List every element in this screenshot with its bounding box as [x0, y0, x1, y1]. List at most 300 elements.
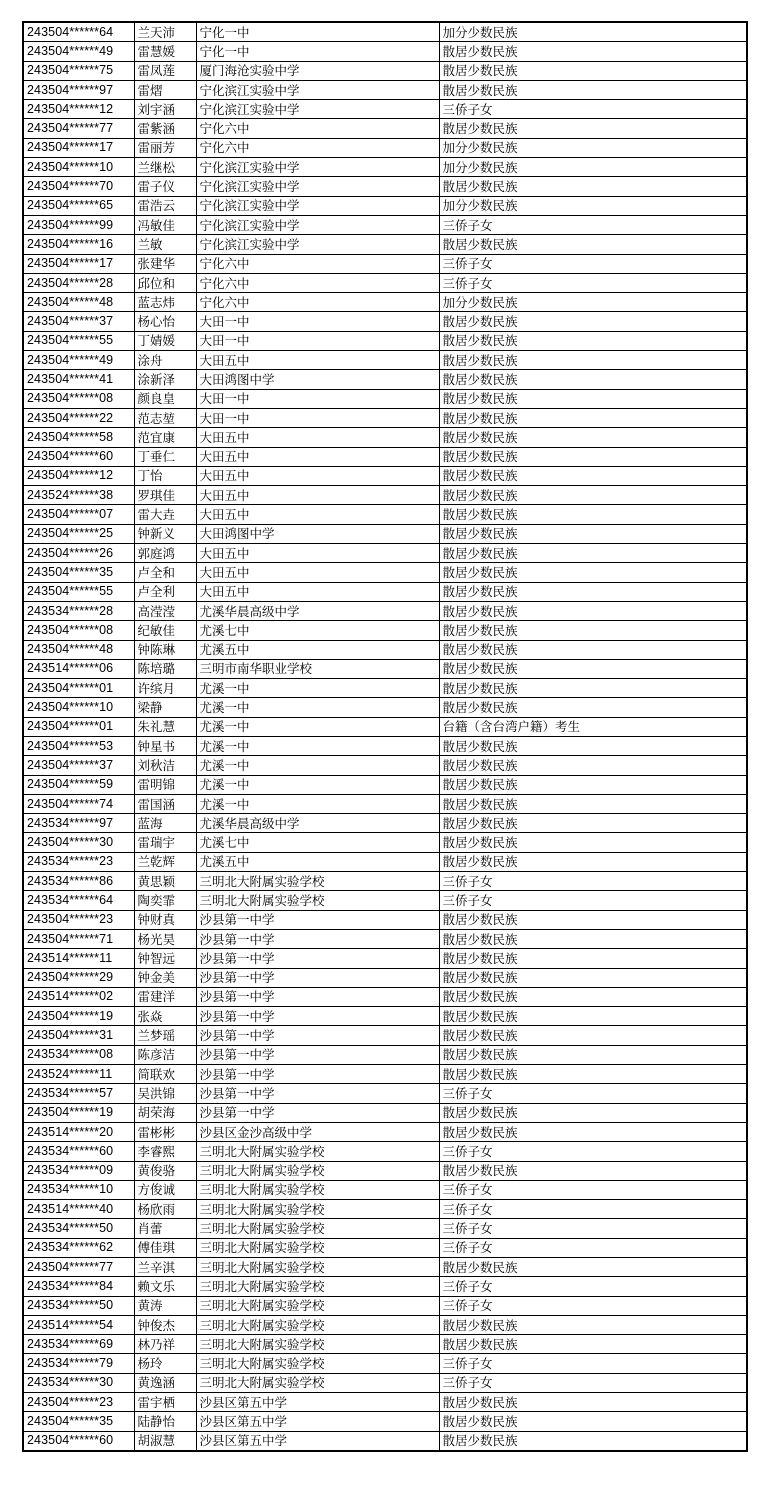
category-cell: 三侨子女	[439, 215, 747, 234]
candidate-id-cell: 243504******12	[23, 466, 134, 485]
table-row	[23, 1335, 747, 1354]
student-name-cell: 钟新义	[134, 524, 196, 543]
category-cell: 散居少数民族	[439, 1431, 747, 1451]
candidate-id-cell: 243514******40	[23, 1200, 134, 1219]
category-cell: 三侨子女	[439, 1277, 747, 1296]
school-cell: 三明市南华职业学校	[196, 659, 439, 678]
student-name-cell: 雷丽芳	[134, 138, 196, 157]
category-cell: 三侨子女	[439, 891, 747, 910]
category-cell: 散居少数民族	[439, 833, 747, 852]
student-name-cell: 胡淑慧	[134, 1431, 196, 1451]
table-row	[23, 505, 747, 524]
candidate-id-cell: 243534******84	[23, 1277, 134, 1296]
category-cell: 三侨子女	[439, 1354, 747, 1373]
table-row	[23, 486, 747, 505]
candidate-id-cell: 243504******65	[23, 196, 134, 215]
student-name-cell: 吴洪锦	[134, 1084, 196, 1103]
table-row	[23, 1161, 747, 1180]
student-name-cell: 钟金美	[134, 968, 196, 987]
student-name-cell: 李睿熙	[134, 1142, 196, 1161]
candidate-id-cell: 243504******23	[23, 910, 134, 929]
table-row	[23, 968, 747, 987]
student-name-cell: 雷熠	[134, 80, 196, 99]
school-cell: 大田五中	[196, 447, 439, 466]
candidate-id-cell: 243534******62	[23, 1238, 134, 1257]
student-name-cell: 梁静	[134, 698, 196, 717]
candidate-id-cell: 243534******23	[23, 852, 134, 871]
school-cell: 沙县第一中学	[196, 929, 439, 948]
table-row	[23, 814, 747, 833]
student-name-cell: 钟财真	[134, 910, 196, 929]
table-row	[23, 1277, 747, 1296]
category-cell: 散居少数民族	[439, 563, 747, 582]
student-name-cell: 雷紫涵	[134, 119, 196, 138]
category-cell: 散居少数民族	[439, 1122, 747, 1141]
school-cell: 尤溪七中	[196, 621, 439, 640]
candidate-id-cell: 243504******48	[23, 640, 134, 659]
category-cell: 三侨子女	[439, 1296, 747, 1315]
student-name-cell: 雷瑞宇	[134, 833, 196, 852]
student-name-cell: 杨欣雨	[134, 1200, 196, 1219]
table-row	[23, 601, 747, 620]
school-cell: 沙县区金沙高级中学	[196, 1122, 439, 1141]
school-cell: 大田五中	[196, 563, 439, 582]
school-cell: 尤溪七中	[196, 833, 439, 852]
school-cell: 三明北大附属实验学校	[196, 1258, 439, 1277]
category-cell: 三侨子女	[439, 872, 747, 891]
school-cell: 宁化六中	[196, 293, 439, 312]
table-row	[23, 273, 747, 292]
school-cell: 沙县第一中学	[196, 1007, 439, 1026]
category-cell: 三侨子女	[439, 1238, 747, 1257]
student-name-cell: 肖蕾	[134, 1219, 196, 1238]
student-name-cell: 范宜康	[134, 428, 196, 447]
school-cell: 三明北大附属实验学校	[196, 1315, 439, 1334]
category-cell: 散居少数民族	[439, 987, 747, 1006]
school-cell: 大田鸿图中学	[196, 524, 439, 543]
table-row	[23, 351, 747, 370]
school-cell: 尤溪一中	[196, 679, 439, 698]
category-cell: 散居少数民族	[439, 42, 747, 61]
school-cell: 三明北大附属实验学校	[196, 872, 439, 891]
candidate-id-cell: 243504******55	[23, 331, 134, 350]
candidate-id-cell: 243504******25	[23, 524, 134, 543]
student-name-cell: 卢全利	[134, 582, 196, 601]
school-cell: 沙县第一中学	[196, 968, 439, 987]
table-row	[23, 794, 747, 813]
category-cell: 散居少数民族	[439, 910, 747, 929]
school-cell: 宁化一中	[196, 42, 439, 61]
candidate-id-cell: 243504******01	[23, 679, 134, 698]
school-cell: 尤溪五中	[196, 852, 439, 871]
table-row	[23, 544, 747, 563]
candidate-id-cell: 243504******77	[23, 119, 134, 138]
table-row	[23, 833, 747, 852]
school-cell: 宁化滨江实验中学	[196, 196, 439, 215]
school-cell: 大田鸿图中学	[196, 370, 439, 389]
student-name-cell: 黄涛	[134, 1296, 196, 1315]
category-cell: 台籍（含台湾户籍）考生	[439, 717, 747, 736]
table-row	[23, 1007, 747, 1026]
school-cell: 宁化滨江实验中学	[196, 100, 439, 119]
table-row	[23, 466, 747, 485]
school-cell: 大田一中	[196, 389, 439, 408]
candidate-id-cell: 243504******58	[23, 428, 134, 447]
candidate-id-cell: 243534******50	[23, 1296, 134, 1315]
category-cell: 散居少数民族	[439, 389, 747, 408]
school-cell: 尤溪一中	[196, 775, 439, 794]
category-cell: 散居少数民族	[439, 679, 747, 698]
candidate-id-cell: 243504******75	[23, 61, 134, 80]
school-cell: 沙县区第五中学	[196, 1431, 439, 1451]
school-cell: 沙县区第五中学	[196, 1412, 439, 1431]
school-cell: 大田五中	[196, 544, 439, 563]
student-name-cell: 兰辛淇	[134, 1258, 196, 1277]
student-name-cell: 黄逸涵	[134, 1373, 196, 1392]
table-row	[23, 312, 747, 331]
school-cell: 三明北大附属实验学校	[196, 1277, 439, 1296]
candidate-id-cell: 243504******12	[23, 100, 134, 119]
candidate-id-cell: 243514******20	[23, 1122, 134, 1141]
candidate-id-cell: 243504******22	[23, 408, 134, 427]
table-row	[23, 1084, 747, 1103]
table-row	[23, 736, 747, 755]
category-cell: 散居少数民族	[439, 659, 747, 678]
candidate-id-cell: 243534******57	[23, 1084, 134, 1103]
category-cell: 散居少数民族	[439, 80, 747, 99]
candidate-id-cell: 243504******48	[23, 293, 134, 312]
student-name-cell: 胡荣海	[134, 1103, 196, 1122]
category-cell: 三侨子女	[439, 1373, 747, 1392]
category-cell: 散居少数民族	[439, 756, 747, 775]
student-name-cell: 雷慧媛	[134, 42, 196, 61]
candidate-id-cell: 243504******17	[23, 138, 134, 157]
school-cell: 三明北大附属实验学校	[196, 1335, 439, 1354]
school-cell: 三明北大附属实验学校	[196, 1238, 439, 1257]
student-name-cell: 颜良皇	[134, 389, 196, 408]
student-name-cell: 陈彦洁	[134, 1045, 196, 1064]
table-row	[23, 1238, 747, 1257]
candidate-id-cell: 243534******08	[23, 1045, 134, 1064]
category-cell: 散居少数民族	[439, 486, 747, 505]
category-cell: 三侨子女	[439, 1180, 747, 1199]
category-cell: 散居少数民族	[439, 447, 747, 466]
category-cell: 三侨子女	[439, 1142, 747, 1161]
school-cell: 宁化六中	[196, 119, 439, 138]
student-name-cell: 高滢滢	[134, 601, 196, 620]
candidate-id-cell: 243504******10	[23, 158, 134, 177]
student-name-cell: 黄俊骆	[134, 1161, 196, 1180]
table-row	[23, 1103, 747, 1122]
category-cell: 散居少数民族	[439, 1007, 747, 1026]
school-cell: 尤溪华晨高级中学	[196, 814, 439, 833]
category-cell: 散居少数民族	[439, 1161, 747, 1180]
category-cell: 散居少数民族	[439, 949, 747, 968]
student-name-cell: 雷子仪	[134, 177, 196, 196]
category-cell: 散居少数民族	[439, 1335, 747, 1354]
candidate-id-cell: 243524******38	[23, 486, 134, 505]
table-row	[23, 42, 747, 61]
table-row	[23, 254, 747, 273]
candidate-id-cell: 243534******50	[23, 1219, 134, 1238]
category-cell: 散居少数民族	[439, 640, 747, 659]
student-name-cell: 丁垂仁	[134, 447, 196, 466]
table-row	[23, 1431, 747, 1451]
student-name-cell: 罗琪佳	[134, 486, 196, 505]
candidate-id-cell: 243504******77	[23, 1258, 134, 1277]
candidate-id-cell: 243504******19	[23, 1007, 134, 1026]
table-row	[23, 1200, 747, 1219]
school-cell: 沙县第一中学	[196, 949, 439, 968]
student-name-cell: 方俊诚	[134, 1180, 196, 1199]
student-name-cell: 范志堃	[134, 408, 196, 427]
school-cell: 宁化滨江实验中学	[196, 158, 439, 177]
category-cell: 散居少数民族	[439, 736, 747, 755]
school-cell: 大田五中	[196, 505, 439, 524]
candidate-id-cell: 243504******23	[23, 1393, 134, 1412]
table-row	[23, 524, 747, 543]
category-cell: 散居少数民族	[439, 698, 747, 717]
table-row	[23, 1393, 747, 1412]
school-cell: 三明北大附属实验学校	[196, 891, 439, 910]
table-row	[23, 872, 747, 891]
table-row	[23, 852, 747, 871]
student-name-cell: 钟星书	[134, 736, 196, 755]
table-row	[23, 428, 747, 447]
category-cell: 散居少数民族	[439, 814, 747, 833]
table-row	[23, 1026, 747, 1045]
candidate-id-cell: 243534******97	[23, 814, 134, 833]
category-cell: 散居少数民族	[439, 408, 747, 427]
student-name-cell: 陶奕霏	[134, 891, 196, 910]
school-cell: 大田五中	[196, 466, 439, 485]
category-cell: 散居少数民族	[439, 235, 747, 254]
student-name-cell: 张建华	[134, 254, 196, 273]
student-name-cell: 兰乾辉	[134, 852, 196, 871]
category-cell: 加分少数民族	[439, 138, 747, 157]
candidate-id-cell: 243534******79	[23, 1354, 134, 1373]
school-cell: 三明北大附属实验学校	[196, 1200, 439, 1219]
candidate-id-cell: 243504******41	[23, 370, 134, 389]
table-row	[23, 370, 747, 389]
candidate-id-cell: 243504******28	[23, 273, 134, 292]
table-row	[23, 61, 747, 80]
student-name-cell: 杨心怡	[134, 312, 196, 331]
school-cell: 尤溪华晨高级中学	[196, 601, 439, 620]
school-cell: 尤溪五中	[196, 640, 439, 659]
school-cell: 厦门海沧实验中学	[196, 61, 439, 80]
candidate-id-cell: 243504******64	[23, 22, 134, 42]
table-row	[23, 640, 747, 659]
candidate-id-cell: 243504******74	[23, 794, 134, 813]
school-cell: 沙县第一中学	[196, 910, 439, 929]
school-cell: 三明北大附属实验学校	[196, 1180, 439, 1199]
school-cell: 沙县第一中学	[196, 1103, 439, 1122]
student-name-cell: 卢全和	[134, 563, 196, 582]
table-row	[23, 949, 747, 968]
candidate-id-cell: 243504******70	[23, 177, 134, 196]
candidate-id-cell: 243504******29	[23, 968, 134, 987]
student-name-cell: 蓝志炜	[134, 293, 196, 312]
table-row	[23, 679, 747, 698]
table-row	[23, 408, 747, 427]
student-name-cell: 兰敏	[134, 235, 196, 254]
table-row	[23, 158, 747, 177]
category-cell: 三侨子女	[439, 273, 747, 292]
table-row	[23, 775, 747, 794]
school-cell: 沙县第一中学	[196, 1065, 439, 1084]
candidate-id-cell: 243504******71	[23, 929, 134, 948]
candidate-id-cell: 243504******26	[23, 544, 134, 563]
table-row	[23, 196, 747, 215]
candidate-id-cell: 243534******86	[23, 872, 134, 891]
school-cell: 沙县第一中学	[196, 1084, 439, 1103]
student-name-cell: 雷宇栖	[134, 1393, 196, 1412]
category-cell: 散居少数民族	[439, 1045, 747, 1064]
table-row	[23, 621, 747, 640]
category-cell: 加分少数民族	[439, 196, 747, 215]
candidate-id-cell: 243534******69	[23, 1335, 134, 1354]
student-name-cell: 朱礼慧	[134, 717, 196, 736]
school-cell: 三明北大附属实验学校	[196, 1161, 439, 1180]
candidate-id-cell: 243504******16	[23, 235, 134, 254]
school-cell: 宁化六中	[196, 254, 439, 273]
school-cell: 宁化滨江实验中学	[196, 177, 439, 196]
table-row	[23, 1354, 747, 1373]
school-cell: 大田一中	[196, 331, 439, 350]
student-name-cell: 雷彬彬	[134, 1122, 196, 1141]
student-name-cell: 陆静怡	[134, 1412, 196, 1431]
school-cell: 沙县第一中学	[196, 1026, 439, 1045]
category-cell: 散居少数民族	[439, 794, 747, 813]
candidate-id-cell: 243534******64	[23, 891, 134, 910]
student-name-cell: 陈培璐	[134, 659, 196, 678]
table-row	[23, 22, 747, 42]
category-cell: 散居少数民族	[439, 852, 747, 871]
candidate-id-cell: 243534******09	[23, 1161, 134, 1180]
school-cell: 大田五中	[196, 582, 439, 601]
student-name-cell: 蓝海	[134, 814, 196, 833]
category-cell: 三侨子女	[439, 1200, 747, 1219]
category-cell: 散居少数民族	[439, 601, 747, 620]
candidate-id-cell: 243534******28	[23, 601, 134, 620]
school-cell: 宁化一中	[196, 22, 439, 42]
candidate-id-cell: 243504******53	[23, 736, 134, 755]
category-cell: 散居少数民族	[439, 119, 747, 138]
student-name-cell: 赖文乐	[134, 1277, 196, 1296]
category-cell: 散居少数民族	[439, 1103, 747, 1122]
student-name-cell: 雷明锦	[134, 775, 196, 794]
school-cell: 大田一中	[196, 312, 439, 331]
student-name-cell: 简联欢	[134, 1065, 196, 1084]
school-cell: 尤溪一中	[196, 794, 439, 813]
category-cell: 散居少数民族	[439, 428, 747, 447]
table-row	[23, 119, 747, 138]
school-cell: 宁化六中	[196, 273, 439, 292]
table-row	[23, 1373, 747, 1392]
table-row	[23, 563, 747, 582]
student-name-cell: 傅佳琪	[134, 1238, 196, 1257]
student-name-cell: 林乃祥	[134, 1335, 196, 1354]
category-cell: 散居少数民族	[439, 312, 747, 331]
student-name-cell: 雷建洋	[134, 987, 196, 1006]
student-name-cell: 杨光昊	[134, 929, 196, 948]
category-cell: 散居少数民族	[439, 621, 747, 640]
school-cell: 三明北大附属实验学校	[196, 1296, 439, 1315]
candidate-id-cell: 243514******11	[23, 949, 134, 968]
candidate-id-cell: 243504******19	[23, 1103, 134, 1122]
candidate-id-cell: 243504******01	[23, 717, 134, 736]
candidate-id-cell: 243514******54	[23, 1315, 134, 1334]
candidate-id-cell: 243504******08	[23, 389, 134, 408]
student-name-cell: 雷大垚	[134, 505, 196, 524]
category-cell: 三侨子女	[439, 1219, 747, 1238]
category-cell: 散居少数民族	[439, 331, 747, 350]
student-name-cell: 钟智远	[134, 949, 196, 968]
candidate-id-cell: 243504******49	[23, 351, 134, 370]
candidate-id-cell: 243504******49	[23, 42, 134, 61]
table-row	[23, 987, 747, 1006]
category-cell: 三侨子女	[439, 100, 747, 119]
student-name-cell: 兰梦瑶	[134, 1026, 196, 1045]
category-cell: 加分少数民族	[439, 22, 747, 42]
school-cell: 三明北大附属实验学校	[196, 1354, 439, 1373]
school-cell: 三明北大附属实验学校	[196, 1142, 439, 1161]
school-cell: 三明北大附属实验学校	[196, 1373, 439, 1392]
student-name-cell: 纪敏佳	[134, 621, 196, 640]
category-cell: 散居少数民族	[439, 1026, 747, 1045]
school-cell: 大田五中	[196, 428, 439, 447]
student-name-cell: 钟陈琳	[134, 640, 196, 659]
category-cell: 散居少数民族	[439, 61, 747, 80]
table-row	[23, 138, 747, 157]
category-cell: 散居少数民族	[439, 505, 747, 524]
student-name-cell: 冯敏佳	[134, 215, 196, 234]
table-row	[23, 1142, 747, 1161]
table-row	[23, 717, 747, 736]
school-cell: 三明北大附属实验学校	[196, 1219, 439, 1238]
school-cell: 宁化滨江实验中学	[196, 80, 439, 99]
category-cell: 加分少数民族	[439, 293, 747, 312]
category-cell: 散居少数民族	[439, 1258, 747, 1277]
school-cell: 沙县第一中学	[196, 987, 439, 1006]
table-row	[23, 1412, 747, 1431]
category-cell: 散居少数民族	[439, 775, 747, 794]
table-row	[23, 177, 747, 196]
student-roster-table	[22, 21, 748, 1452]
table-row	[23, 698, 747, 717]
category-cell: 散居少数民族	[439, 1315, 747, 1334]
school-cell: 宁化六中	[196, 138, 439, 157]
student-name-cell: 郭庭鸿	[134, 544, 196, 563]
candidate-id-cell: 243534******30	[23, 1373, 134, 1392]
candidate-id-cell: 243534******10	[23, 1180, 134, 1199]
table-row	[23, 80, 747, 99]
table-row	[23, 1296, 747, 1315]
table-row	[23, 929, 747, 948]
student-name-cell: 雷浩云	[134, 196, 196, 215]
student-name-cell: 丁怡	[134, 466, 196, 485]
category-cell: 散居少数民族	[439, 466, 747, 485]
table-row	[23, 389, 747, 408]
table-row	[23, 756, 747, 775]
table-row	[23, 910, 747, 929]
student-name-cell: 刘秋洁	[134, 756, 196, 775]
table-row	[23, 659, 747, 678]
school-cell: 大田五中	[196, 351, 439, 370]
student-name-cell: 雷凤莲	[134, 61, 196, 80]
table-row	[23, 1065, 747, 1084]
